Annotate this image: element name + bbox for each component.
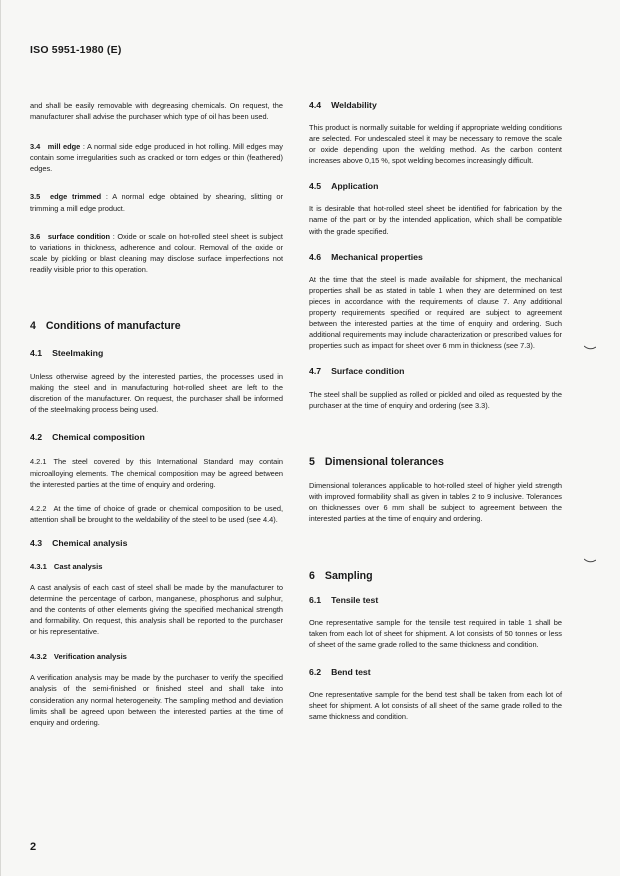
section-4-5-heading: 4.5 Application	[309, 181, 379, 192]
section-4-3-2-heading: 4.3.2 Verification analysis	[30, 652, 127, 662]
section-6-1-text: One representative sample for the tensile test required in table 1 shall be taken from each lot of sheet for shipment. A lot consists of 50 tonnes or less of sheet of the same grade rolled to the same thickness and condition.	[309, 617, 562, 650]
right-column	[309, 100, 562, 722]
term-surface-condition: surface condition	[47, 231, 111, 241]
section-6-2-text: One representative sample for the bend test shall be taken from each lot of sheet for shipment. A lot consists of all sheet of the same grade rolled to the same thickness and condition.	[309, 690, 562, 722]
section-4-4-text: This product is normally suitable for welding if appropriate welding conditions are selected. For undescaled steel it may be necessary to remove the scale or oxide depending upon the welding method. As the carbon content increases above 0,15 %, spot welding becomes increasingly difficult.	[309, 123, 562, 166]
section-4-7-heading: 4.7 Surface condition	[309, 366, 405, 377]
definition-3-4: 3.4 mill edge : A normal side edge produced in hot rolling. Mill edges may contain some irregularities such as cracked or torn edges or thin (feathered) edges.	[30, 142, 283, 174]
section-4-heading: 4 Conditions of manufacture	[30, 320, 181, 333]
section-6-heading: 6 Sampling	[309, 569, 373, 582]
section-6-2-heading: 6.2 Bend test	[309, 667, 371, 678]
section-4-3-1-heading: 4.3.1 Cast analysis	[30, 561, 103, 571]
term-mill-edge: mill edge	[47, 142, 81, 152]
section-4-3-2-text: A verification analysis may be made by the purchaser to verify the specified analysis of the semi-finished or finished steel and shall take into consideration any normal heterogeneity. The sampling method and deviation limits shall be agreed upon between the interested parties at the time of enquiry and ordering.	[30, 673, 283, 727]
section-4-2-heading: 4.2 Chemical composition	[30, 432, 145, 443]
page-number: 2	[30, 841, 37, 853]
section-4-1-text: Unless otherwise agreed by the interested parties, the processes used in making the steel and in manufacturing hot-rolled sheet are left to the discretion of the manufacturer. On request, the purchaser shall be informed of the steelmaking process being used.	[30, 372, 283, 415]
definition-3-6: 3.6 surface condition : Oxide or scale on hot-rolled steel sheet is subject to variations in thickness, adherence and colour. Removal of the oxide or scale by pickling or blast cleaning may disclose surface imperfections not readily visible prior to this operation.	[30, 231, 283, 274]
left-column	[30, 100, 283, 728]
document-header: ISO 5951-1980 (E)	[30, 44, 122, 56]
section-4-7-text: The steel shall be supplied as rolled or pickled and oiled as requested by the purchaser at the time of enquiry and ordering (see 3.3).	[309, 390, 562, 411]
section-4-6-heading: 4.6 Mechanical properties	[309, 251, 423, 262]
margin-mark	[584, 558, 596, 564]
section-5-text: Dimensional tolerances applicable to hot-rolled steel of higher yield strength with improved formability shall as given in tables 2 to 9 inclusive. Tolerances on thicknesses over 6 mm shall be subject to agreement between the interested parties at the time of enquiry and ordering.	[309, 480, 562, 523]
definition-3-5: 3.5 edge trimmed : A normal edge obtained by shearing, slitting or trimming a mill edge product.	[30, 192, 283, 213]
section-5-heading: 5 Dimensional tolerances	[309, 455, 444, 468]
section-4-5-text: It is desirable that hot-rolled steel sheet be identified for fabrication by the name of the part or by the intended application, which shall be compatible with the grade specified.	[309, 204, 562, 236]
section-4-2-1-text: 4.2.1 The steel covered by this International Standard may contain microalloying elements. The chemical composition may be agreed between the interested parties at the time of enquiry and ordering.	[30, 457, 283, 489]
margin-mark	[584, 345, 596, 351]
intro-paragraph: and shall be easily removable with degreasing chemicals. On request, the manufacturer shall advise the purchaser which type of oil has been used.	[30, 101, 283, 122]
section-4-6-text: At the time that the steel is made available for shipment, the mechanical properties shall be as stated in table 1 when they are determined on test pieces in accordance with the requirements of clause 7. Any additional property requirements specified or required are subject to agreement between the interested parties at the time of enquiry and ordering. Such additional requirements may include characterization or prescribed values for properties such as impact for sheet over 6 mm in thickness (see 7.3).	[309, 274, 562, 351]
term-edge-trimmed: edge trimmed	[50, 192, 102, 202]
section-4-4-heading: 4.4 Weldability	[309, 100, 377, 110]
section-4-3-heading: 4.3 Chemical analysis	[30, 537, 128, 548]
section-6-1-heading: 6.1 Tensile test	[309, 594, 379, 605]
section-4-1-heading: 4.1 Steelmaking	[30, 348, 104, 359]
section-4-3-1-text: A cast analysis of each cast of steel shall be made by the manufacturer to determine the percentage of carbon, manganese, phosphorus and sulphur, and the contents of other elements giving the specified mechanical strength and formability. On request, this analysis shall be reported to the purchaser or his representative.	[30, 582, 283, 637]
section-4-2-2-text: 4.2.2 At the time of choice of grade or chemical composition to be used, attention shall be brought to the weldability of the steel to be used (see 4.4).	[30, 503, 283, 524]
page-edge	[0, 0, 1, 876]
